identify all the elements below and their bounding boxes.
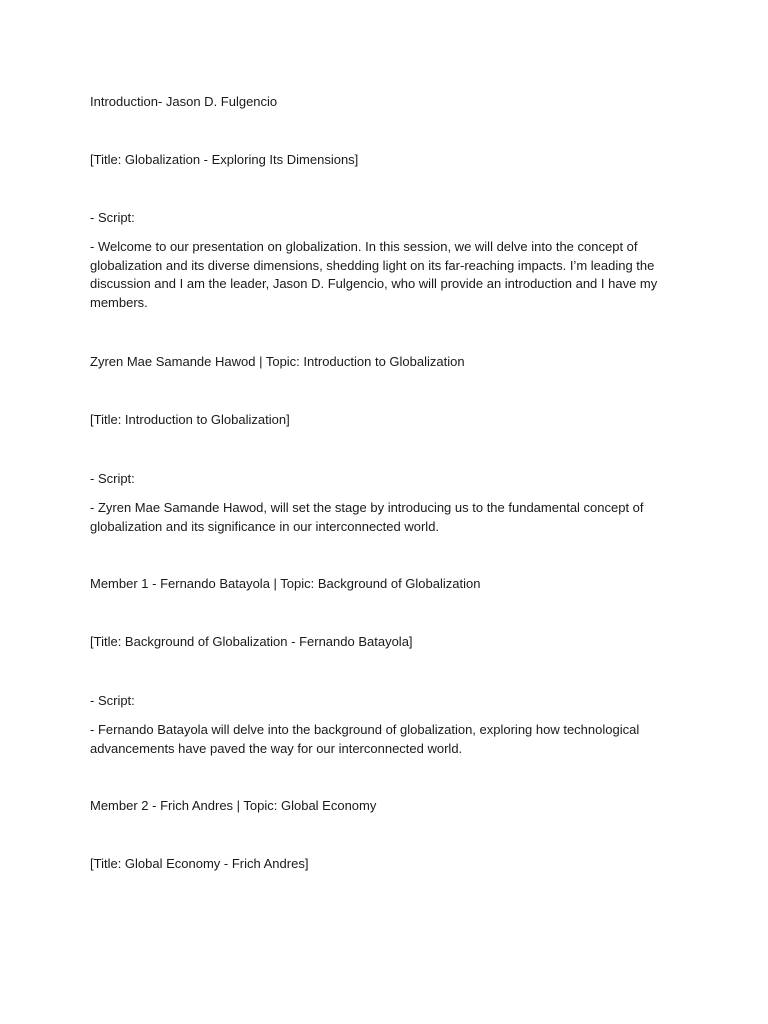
paragraph-line: globalization and its diverse dimensions, shedding light on its far-reaching impacts. I’m leading the — [90, 257, 655, 273]
script-label: - Script: — [90, 210, 135, 225]
paragraph-line: - Fernando Batayola will delve into the background of globalization, exploring how technological — [90, 722, 640, 737]
paragraph-line: - Zyren Mae Samande Hawod, will set the stage by introducing us to the fundamental concept of — [90, 500, 644, 515]
script-paragraph-zyren — [90, 499, 650, 536]
script-label: - Script: — [90, 693, 135, 708]
paragraph-line: - Welcome to our presentation on globalization. In this session, we will delve into the concept of — [90, 239, 638, 254]
section-heading-member-1: Member 1 - Fernando Batayola | Topic: Background of Globalization — [90, 576, 481, 591]
section-heading-member-2: Member 2 - Frich Andres | Topic: Global Economy — [90, 798, 377, 813]
slide-title-global-economy: [Title: Global Economy - Frich Andres] — [90, 856, 309, 871]
slide-title-background-of-globalization: [Title: Background of Globalization - Fernando Batayola] — [90, 634, 413, 649]
paragraph-line: members. — [90, 294, 148, 310]
script-paragraph-fernando — [90, 721, 650, 758]
slide-title-globalization-dimensions: [Title: Globalization - Exploring Its Dimensions] — [90, 152, 359, 167]
slide-title-introduction-to-globalization: [Title: Introduction to Globalization] — [90, 412, 290, 427]
script-paragraph-introduction — [90, 238, 658, 312]
section-heading-zyren: Zyren Mae Samande Hawod | Topic: Introduction to Globalization — [90, 354, 465, 369]
paragraph-line: discussion and I am the leader, Jason D. Fulgencio, who will provide an introduction and I have my — [90, 276, 658, 292]
script-label: - Script: — [90, 471, 135, 486]
paragraph-line: globalization and its significance in our interconnected world. — [90, 518, 440, 534]
paragraph-line: advancements have paved the way for our interconnected world. — [90, 740, 463, 756]
section-heading-introduction: Introduction- Jason D. Fulgencio — [90, 94, 278, 109]
